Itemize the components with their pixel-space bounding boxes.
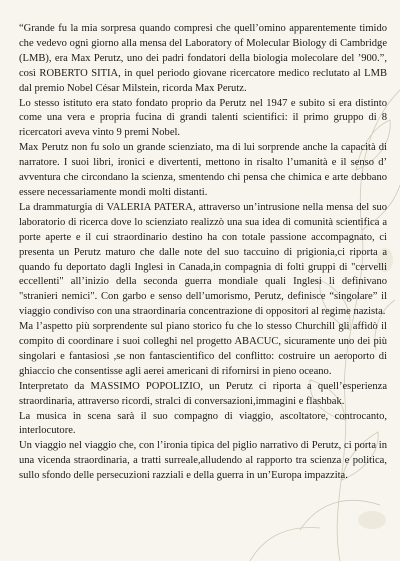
- paragraph-2: Lo stesso istituto era stato fondato proprio da Perutz nel 1947 e subito si era distinto come una vera e propria fucina di grandi talenti scientifici: il primo gruppo di 8 ricercatori aveva vinto 9 premi Nobel.: [19, 97, 387, 139]
- paragraph-1: “Grande fu la mia sorpresa quando compresi che quell’omino apparentemente timido che vedevo ogni giorno alla mensa del Laboratory of Molecular Biology di Cambridge (LMB), era Max Perutz, uno dei padri fondatori della biologia molecolare del ’900.”, così ROBERTO SITIA, in quel periodo giovane ricercatore medico reclutato al LMB dal premio Nobel César Milstein, ricorda Max Perutz.: [19, 23, 387, 94]
- article-body: [19, 22, 387, 484]
- paragraph-4: La drammaturgia di VALERIA PATERA, attraverso un’intrusione nella mensa del suo laboratorio di ricerca dove lo scienziato realizzò una sua idea di comunità scientifica a porte aperte e il cui straordinario destino ha con totale passione accompagnato, ci presenta un Perutz maturo che dalle note del suo taccuino di prigionia,ci riporta a quando fu deportato dagli Inglesi in Canada,in compagnia di folti gruppi di "cervelli eccellenti" all’inizio della seconda guerra mondiale quali Inglesi li definivano "stranieri nemici". Con garbo e senso dell’umorismo, Perutz, definisce “singolare” il viaggio condiviso con una straordinaria concentrazione di oppositori al regime nazista.: [19, 201, 387, 318]
- paragraph-7: La musica in scena sarà il suo compagno di viaggio, ascoltatore, controcanto, interlocutore.: [19, 410, 387, 437]
- paragraph-3: Max Perutz non fu solo un grande scienziato, ma di lui sorprende anche la capacità di narratore. I suoi libri, ironici e divertenti, mettono in risalto l’umanità e il senso d’ avventura che circondano la scienza, smentendo chi pensa che chimica e arte debbano essere necessariamente mondi molti distanti.: [19, 142, 387, 198]
- paragraph-5: Ma l’aspetto più sorprendente sul piano storico fu che lo stesso Churchill gli affidò il compito di coordinare i suoi colleghi nel progetto ABACUC, sicuramente uno dei più singolari e fantasiosi ,se non fantascientifico del conflitto: costruire un aeroporto di ghiaccio che consentisse agli aerei americani di rifornirsi in pieno oceano.: [19, 321, 387, 377]
- paragraph-8: Un viaggio nel viaggio che, con l’ironia tipica del piglio narrativo di Perutz, ci porta in una vicenda straordinaria, a tratti surreale,alludendo al rapporto tra scienza e politica, sullo sfondo delle persecuzioni razziali e della guerra in un’Europa impazzita.: [19, 440, 387, 482]
- paragraph-6: Interpretato da MASSIMO POPOLIZIO, un Perutz ci riporta a quell’esperienza straordinaria, attraverso ricordi, stralci di conversazioni,immagini e flashbak.: [19, 380, 387, 407]
